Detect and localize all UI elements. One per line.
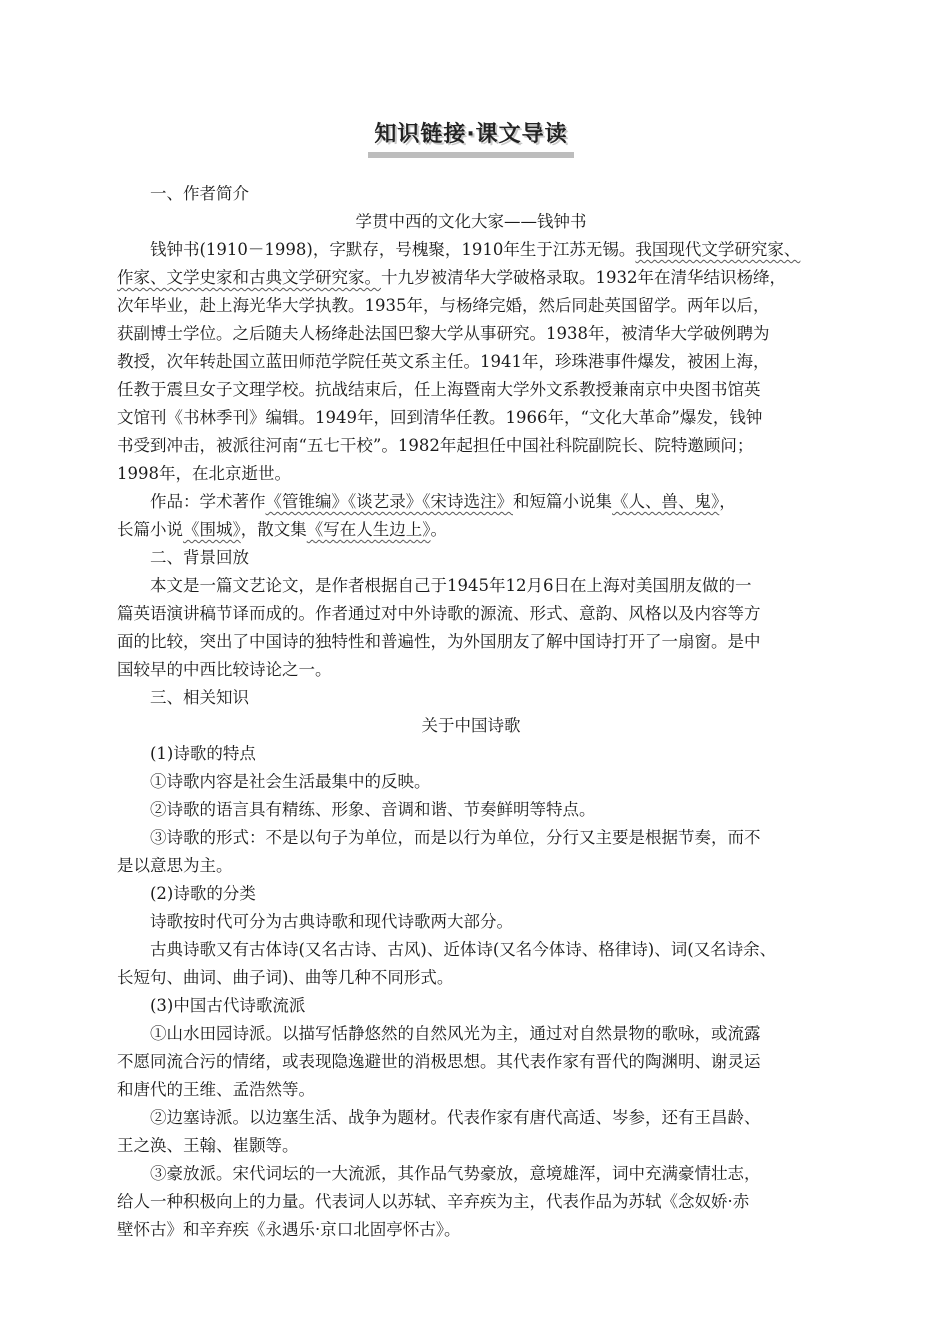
wavy-underlined-text: 《围城》 xyxy=(183,520,241,539)
paragraph-line: 和唐代的王维、孟浩然等。 xyxy=(117,1080,315,1099)
paragraph-line xyxy=(117,236,825,264)
paragraph-line: 不愿同流合污的情绪，或表现隐逸避世的消极思想。其代表作家有晋代的陶渊明、谢灵运 xyxy=(117,1052,761,1071)
text-run: ， xyxy=(719,492,736,511)
paragraph-line: 1998年，在北京逝世。 xyxy=(117,464,291,483)
text-run: 。 xyxy=(430,520,447,539)
list-item: ③豪放派。宋代词坛的一大流派，其作品气势豪放，意境雄浑，词中充满豪情壮志， xyxy=(150,1164,761,1183)
wavy-underlined-text: 《写在人生边上》 xyxy=(306,520,431,539)
paragraph-line: 长短句、曲词、曲子词)、曲等几种不同形式。 xyxy=(117,968,454,987)
text-run: 作品：学术著作 xyxy=(150,492,266,511)
text-run: ，散文集 xyxy=(240,520,307,539)
paragraph-line: 古典诗歌又有古体诗(又名古诗、古风)、近体诗(又名今体诗、格律诗)、词(又名诗余、 xyxy=(150,940,777,959)
wavy-underlined-text: 作家、文学史家和古典文学研究家。 xyxy=(117,268,381,287)
paragraph-line: 教授，次年转赴国立蓝田师范学院任英文系主任。1941年，珍珠港事件爆发，被困上海， xyxy=(117,352,770,371)
subsection-heading: (3)中国古代诗歌流派 xyxy=(150,996,306,1015)
paragraph-line: 壁怀古》和辛弃疾《永遇乐·京口北固亭怀古》。 xyxy=(117,1220,461,1239)
list-item: ②边塞诗派。以边塞生活、战争为题材。代表作家有唐代高适、岑参，还有王昌龄、 xyxy=(150,1108,761,1127)
paragraph-line: 给人一种积极向上的力量。代表词人以苏轼、辛弃疾为主，代表作品为苏轼《念奴娇·赤 xyxy=(117,1192,750,1211)
wavy-underlined-text: 《人、兽、鬼》 xyxy=(612,492,720,511)
section-subtitle-poetry: 关于中国诗歌 xyxy=(421,716,521,735)
paragraph-line: 王之涣、王翰、崔颢等。 xyxy=(117,1136,299,1155)
paragraph-line: 面的比较，突出了中国诗的独特性和普遍性，为外国朋友了解中国诗打开了一扇窗。是中 xyxy=(117,632,761,651)
page-title: 知识链接·课文导读 xyxy=(368,118,573,158)
title-banner xyxy=(117,118,825,162)
paragraph-line xyxy=(117,264,825,292)
subsection-heading: (2)诗歌的分类 xyxy=(150,884,256,903)
paragraph-line: 文馆刊《书林季刊》编辑。1949年，回到清华任教。1966年，“文化大革命”爆发，钱钟 xyxy=(117,408,763,427)
wavy-underlined-text: 《管锥编》《谈艺录》《宋诗选注》 xyxy=(265,492,513,511)
paragraph-line xyxy=(117,516,825,544)
paragraph-line: 次年毕业，赴上海光华大学执教。1935年，与杨绛完婚，然后同赴英国留学。两年以后， xyxy=(117,296,770,315)
paragraph-line: 书受到冲击，被派往河南“五七干校”。1982年起担任中国社科院副院长、院特邀顾问； xyxy=(117,436,754,455)
subsection-heading: (1)诗歌的特点 xyxy=(150,744,256,763)
paragraph-line: 任教于震旦女子文理学校。抗战结束后，任上海暨南大学外文系教授兼南京中央图书馆英 xyxy=(117,380,761,399)
paragraph-line: 篇英语演讲稿节译而成的。作者通过对中外诗歌的源流、形式、意韵、风格以及内容等方 xyxy=(117,604,761,623)
section-subtitle-author: 学贯中西的文化大家——钱钟书 xyxy=(355,212,587,231)
paragraph-line: 获副博士学位。之后随夫人杨绛赴法国巴黎大学从事研究。1938年，被清华大学破例聘为 xyxy=(117,324,770,343)
text-run: 十九岁被清华大学破格录取。1932年在清华结识杨绛， xyxy=(381,268,786,287)
section-heading-background: 二、背景回放 xyxy=(150,548,249,567)
paragraph-line xyxy=(117,488,825,516)
list-item: ①山水田园诗派。以描写恬静悠然的自然风光为主，通过对自然景物的歌咏，或流露 xyxy=(150,1024,761,1043)
paragraph-line: 是以意思为主。 xyxy=(117,856,233,875)
list-item: ③诗歌的形式：不是以句子为单位，而是以行为单位，分行又主要是根据节奏，而不 xyxy=(150,828,761,847)
paragraph-line: 诗歌按时代可分为古典诗歌和现代诗歌两大部分。 xyxy=(150,912,513,931)
section-heading-knowledge: 三、相关知识 xyxy=(150,688,249,707)
document-page xyxy=(117,118,825,1244)
text-run: 长篇小说 xyxy=(117,520,183,539)
paragraph-line: 国较早的中西比较诗论之一。 xyxy=(117,660,332,679)
section-heading-author: 一、作者简介 xyxy=(150,184,249,203)
list-item: ①诗歌内容是社会生活最集中的反映。 xyxy=(150,772,431,791)
wavy-underlined-text: 我国现代文学研究家、 xyxy=(635,240,801,259)
list-item: ②诗歌的语言具有精练、形象、音调和谐、节奏鲜明等特点。 xyxy=(150,800,596,819)
paragraph-line: 本文是一篇文艺论文，是作者根据自己于1945年12月6日在上海对美国朋友做的一 xyxy=(150,576,752,595)
text-run: 和短篇小说集 xyxy=(513,492,612,511)
text-run: 钱钟书(1910－1998)，字默存，号槐聚，1910年生于江苏无锡。 xyxy=(150,240,636,259)
